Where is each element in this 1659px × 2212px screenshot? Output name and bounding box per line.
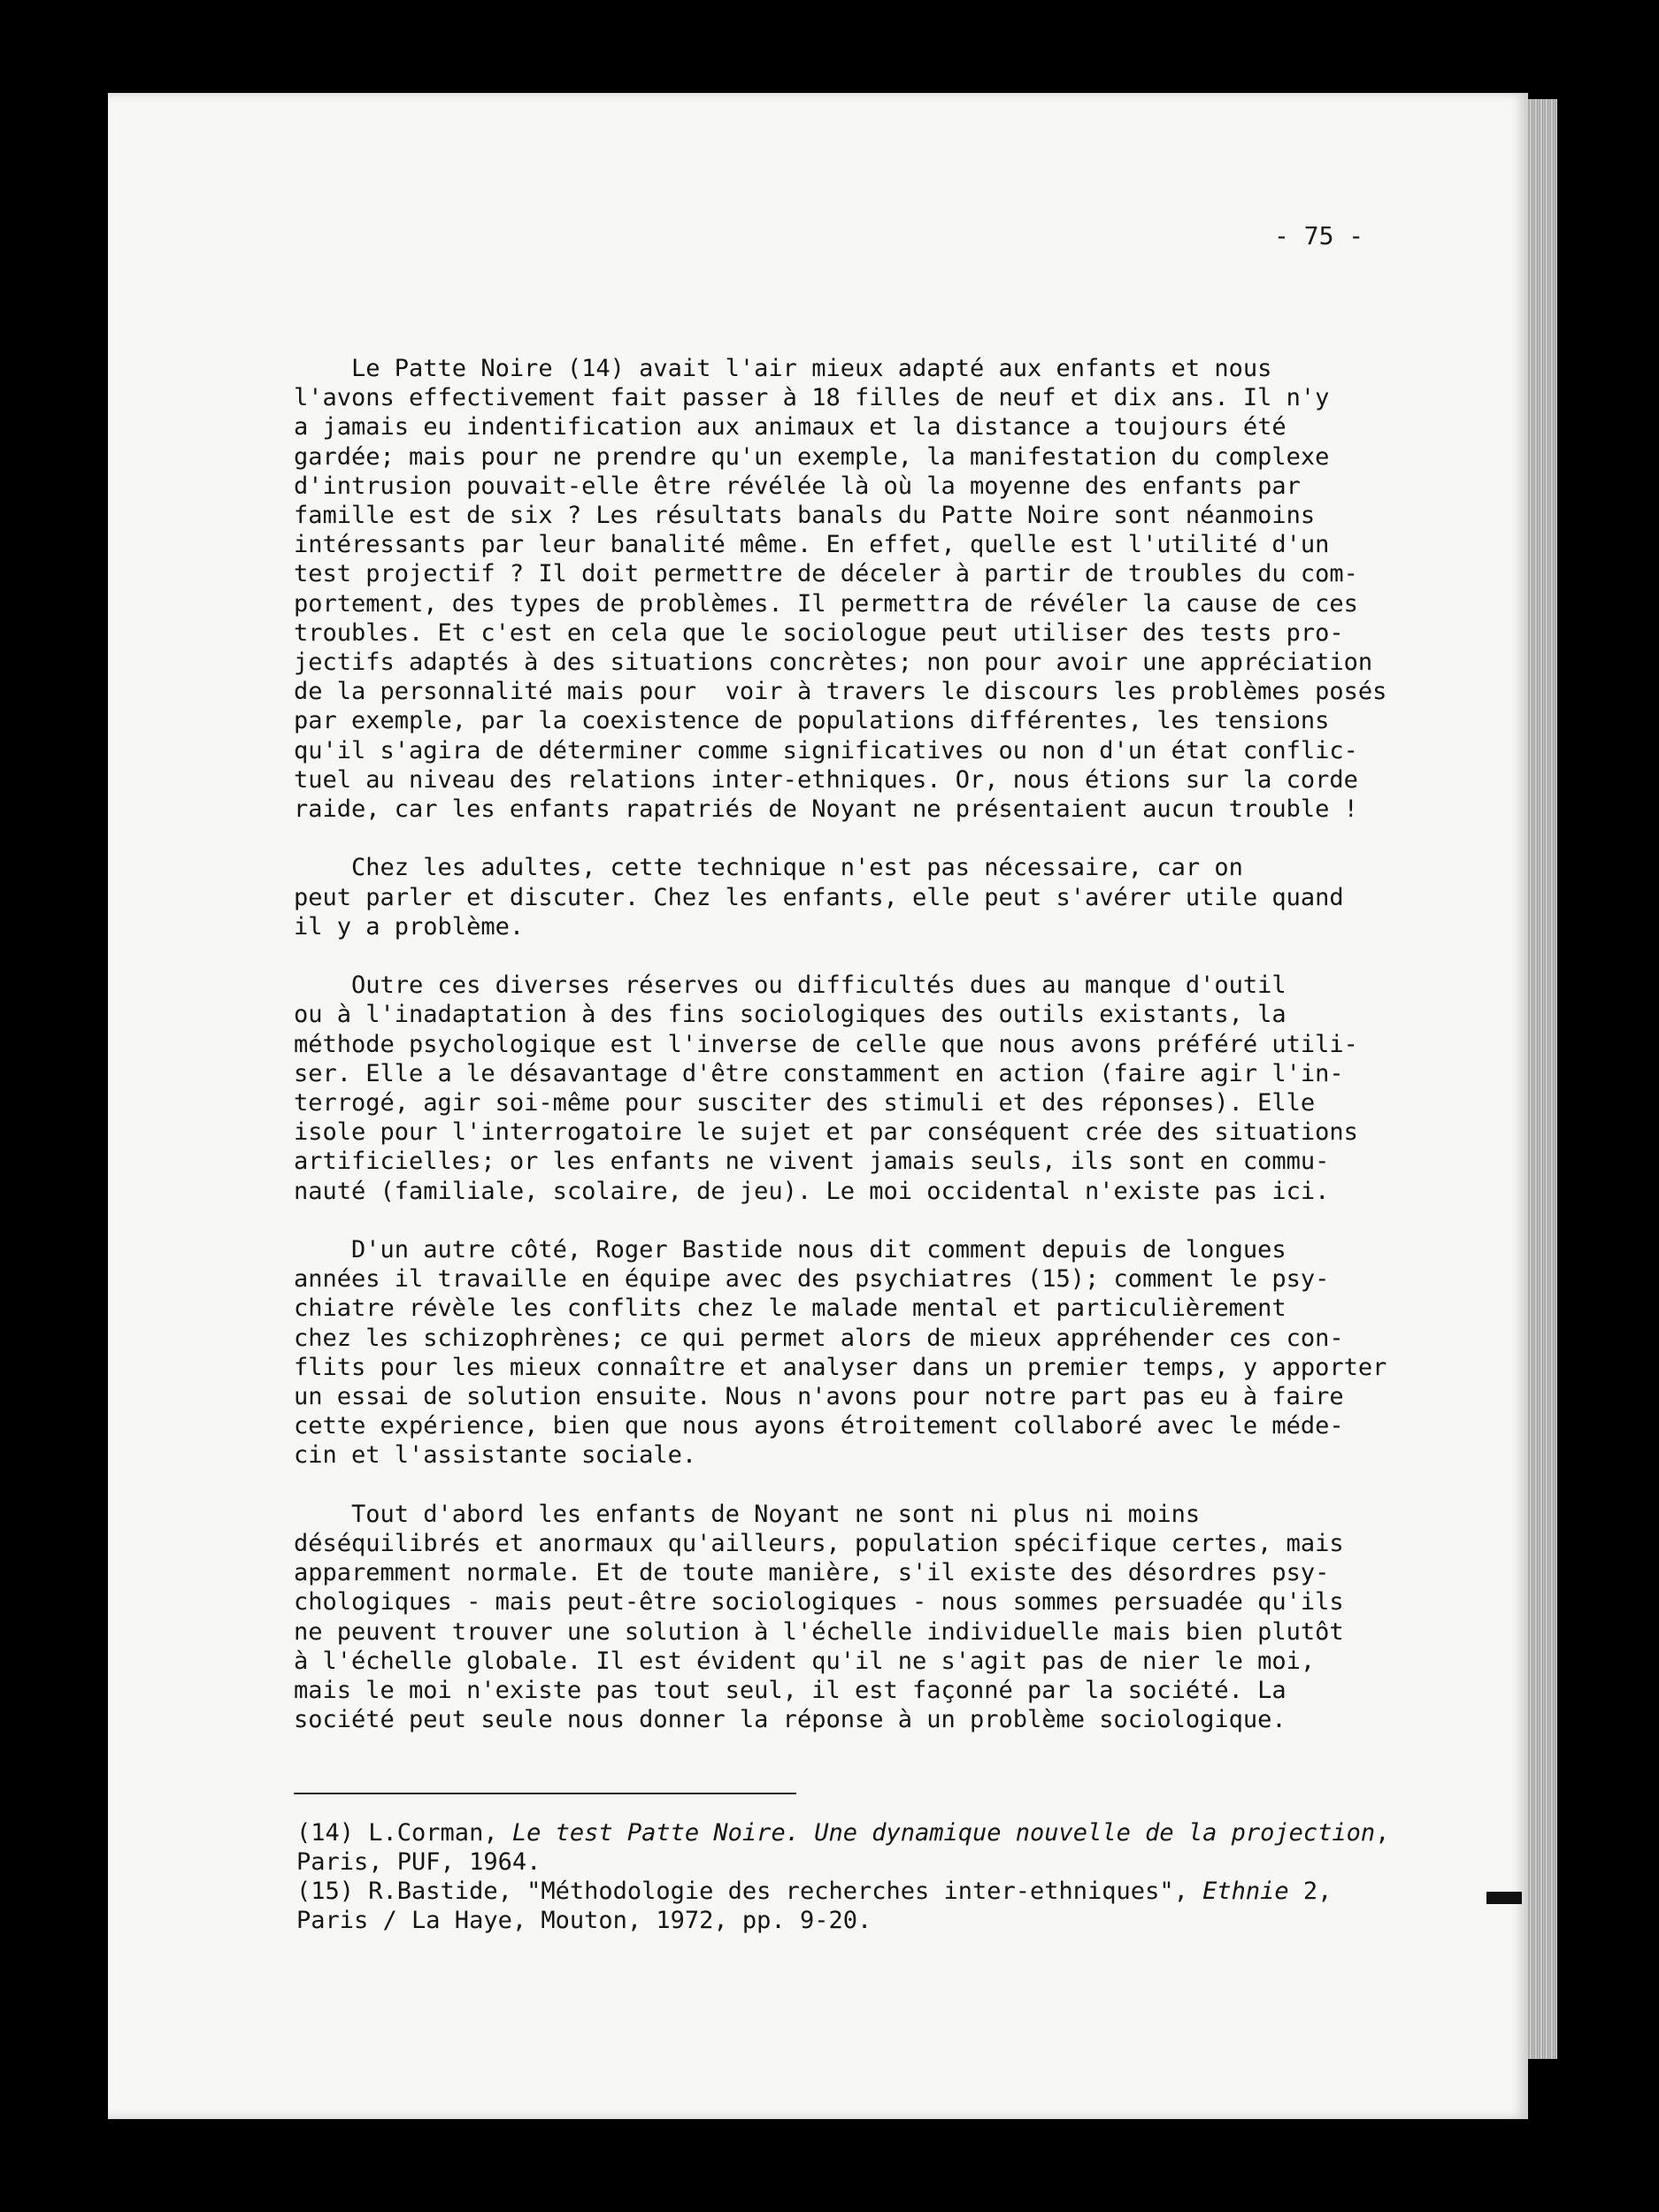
paragraph-3: Outre ces diverses réserves ou difficultés dues au manque d'outil ou à l'inadaptation à des fins sociologiques des outils existants, la méthode psychologique est l'inverse de celle que nous avons préféré utili- ser. Elle a le désavantage d'être constamment en action (faire agir l'in- terrogé, agir soi-même pour susciter des stimuli et des réponses). Elle isole pour l'interrogatoire le sujet et par conséquent crée des situations artificielles; or les enfants ne vivent jamais seuls, ils sont en commu- nauté (familiale, scolaire, de jeu). Le moi occidental n'existe pas ici. [294, 972, 1358, 1205]
page-tab-marker [1486, 1892, 1522, 1904]
paragraph-5: Tout d'abord les enfants de Noyant ne sont ni plus ni moins déséquilibrés et anormaux qu'ailleurs, population spécifique certes, mais apparemment normale. Et de toute manière, s'il existe des désordres psy- chologiques - mais peut-être sociologiques - nous sommes persuadée qu'ils ne peuvent trouver une solution à l'échelle individuelle mais bien plutôt à l'échelle globale. Il est évident qu'il ne s'agit pas de nier le moi, mais le moi n'existe pas tout seul, il est façonné par la société. La société peut seule nous donner la réponse à un problème sociologique. [294, 1500, 1344, 1734]
footnote-15-title: Ethnie [1202, 1878, 1289, 1905]
footnote-15-suffix: 2, Paris / La Haye, Mouton, 1972, pp. 9-20. [296, 1878, 1333, 1934]
footnote-14-suffix: , Paris, PUF, 1964. [296, 1819, 1390, 1876]
footnote-15 [296, 1877, 1438, 1935]
paragraph-2: Chez les adultes, cette technique n'est pas nécessaire, car on peut parler et discuter. Chez les enfants, elle peut s'avérer utile quand il y a problème. [294, 854, 1344, 941]
footnotes [296, 1818, 1438, 1935]
page-number: - 75 - [1274, 221, 1364, 250]
paragraph-1: Le Patte Noire (14) avait l'air mieux adapté aux enfants et nous l'avons effectivement fait passer à 18 filles de neuf et dix ans. Il n'y a jamais eu indentification aux animaux et la distance a toujours été gardée; mais pour ne prendre qu'un exemple, la manifestation du complexe d'intrusion pouvait-elle être révélée là où la moyenne des enfants par famille est de six ? Les résultats banals du Patte Noire sont néanmoins intéressants par leur banalité même. En effet, quelle est l'utilité d'un test projectif ? Il doit permettre de déceler à partir de troubles du com- portement, des types de problèmes. Il permettra de révéler la cause de ces troubles. Et c'est en cela que le sociologue peut utiliser des tests pro- jectifs adaptés à des situations concrètes; non pour avoir une appréciation de la personnalité mais pour voir à travers le discours les problèmes posés par exemple, par la coexistence de populations différentes, les tensions qu'il s'agira de déterminer comme significatives ou non d'un état conflic- tuel au niveau des relations inter-ethniques. Or, nous étions sur la corde raide, car les enfants rapatriés de Noyant ne présentaient aucun trouble ! [294, 355, 1387, 824]
body-text [294, 354, 1409, 1734]
footnote-15-prefix: (15) R.Bastide, "Méthodologie des recherches inter-ethniques", [296, 1878, 1203, 1905]
footnote-14-prefix: (14) L.Corman, [296, 1819, 512, 1847]
footnote-14-title: Le test Patte Noire. Une dynamique nouvelle de la projection [511, 1819, 1376, 1847]
footnote-14 [296, 1818, 1438, 1877]
footnote-separator [294, 1793, 796, 1794]
paragraph-4: D'un autre côté, Roger Bastide nous dit comment depuis de longues années il travaille en équipe avec des psychiatres (15); comment le psy- chiatre révèle les conflits chez le malade mental et particulièrement chez les schizophrènes; ce qui permet alors de mieux appréhender ces con- flits pour les mieux connaître et analyser dans un premier temps, y apporter un essai de solution ensuite. Nous n'avons pour notre part pas eu à faire cette expérience, bien que nous ayons étroitement collaboré avec le méde- cin et l'assistante sociale. [294, 1236, 1387, 1470]
